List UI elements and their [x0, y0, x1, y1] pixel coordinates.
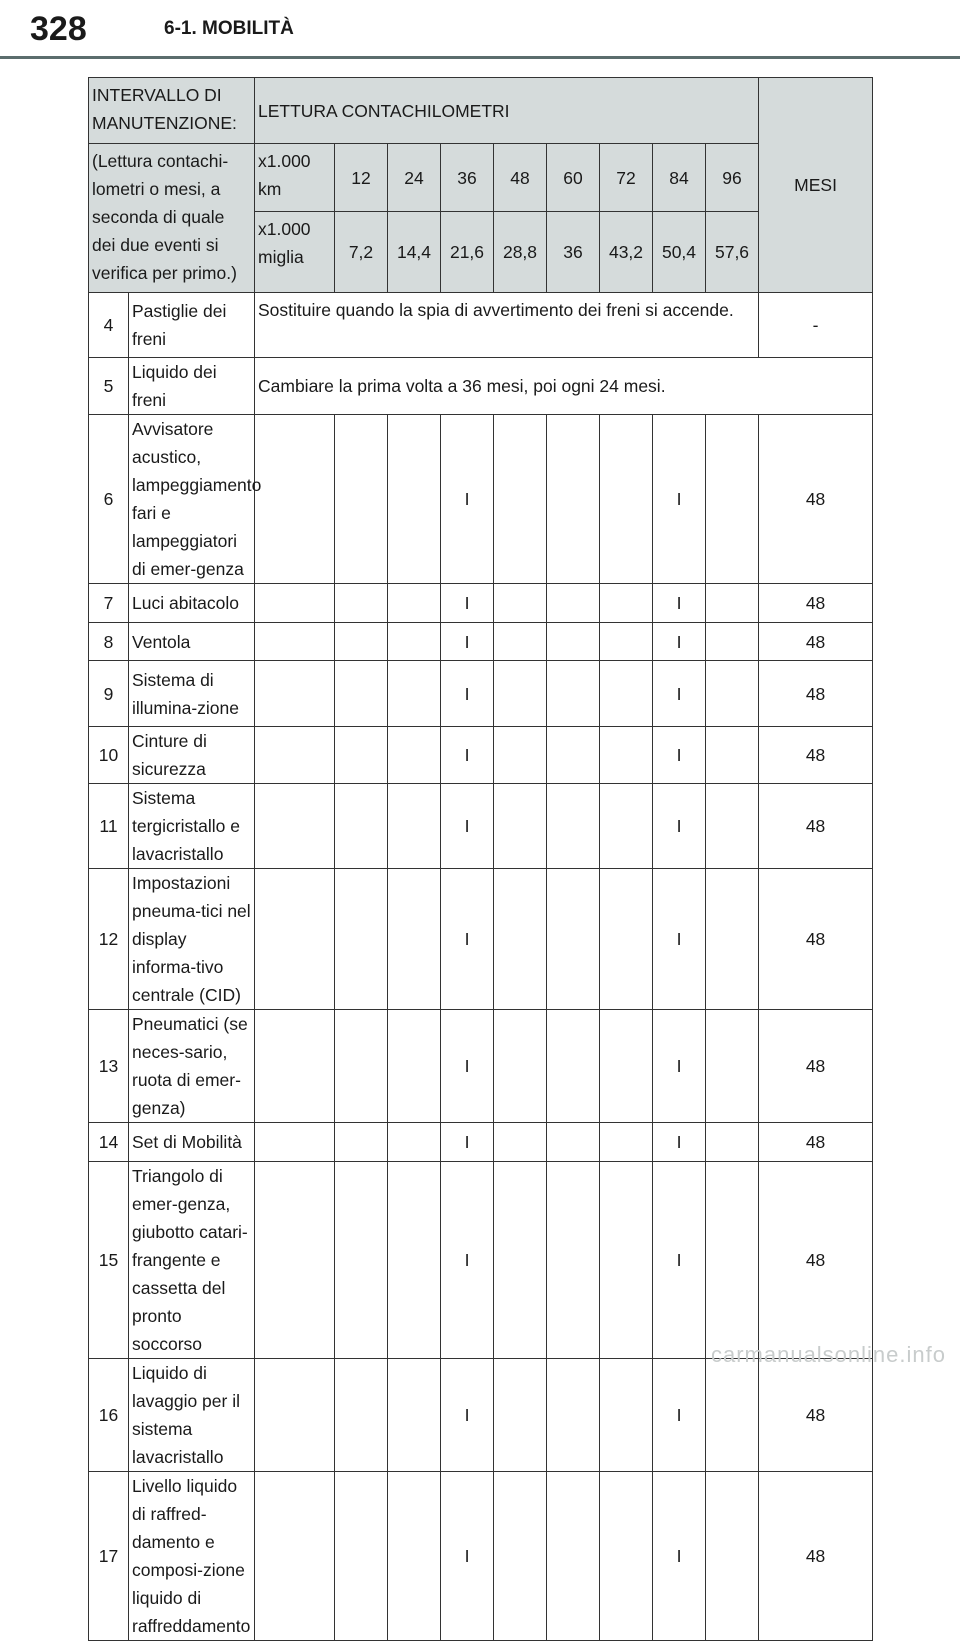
empty-cell	[706, 1123, 759, 1162]
row-number: 16	[89, 1359, 129, 1472]
empty-cell	[706, 1472, 759, 1641]
item-name: Avvisatore acustico, lampeggiamento fari e lampeggiatori di emer-genza	[129, 415, 255, 584]
row-number: 6	[89, 415, 129, 584]
empty-cell	[255, 415, 335, 584]
empty-cell	[335, 661, 388, 727]
km-value: 60	[547, 144, 600, 212]
table-row	[89, 358, 873, 415]
row-number: 15	[89, 1162, 129, 1359]
empty-cell	[335, 1472, 388, 1641]
empty-cell	[494, 1472, 547, 1641]
months-value: 48	[759, 1472, 873, 1641]
empty-cell	[335, 584, 388, 623]
miles-value: 50,4	[653, 212, 706, 293]
row-number: 11	[89, 784, 129, 869]
item-name: Pastiglie dei freni	[129, 293, 255, 358]
km-value: 72	[600, 144, 653, 212]
empty-cell	[388, 1359, 441, 1472]
maintenance-table	[88, 77, 873, 1641]
item-instruction: Cambiare la prima volta a 36 mesi, poi ogni 24 mesi.	[255, 358, 873, 415]
table-row	[89, 727, 873, 784]
empty-cell	[547, 727, 600, 784]
months-value: 48	[759, 1359, 873, 1472]
page-header	[0, 0, 960, 62]
empty-cell	[388, 415, 441, 584]
empty-cell	[255, 869, 335, 1010]
table-row	[89, 1123, 873, 1162]
km-value: 36	[441, 144, 494, 212]
empty-cell	[547, 1010, 600, 1123]
empty-cell	[706, 584, 759, 623]
miles-value: 36	[547, 212, 600, 293]
inspect-mark: I	[441, 784, 494, 869]
km-value: 84	[653, 144, 706, 212]
empty-cell	[255, 1472, 335, 1641]
months-value: 48	[759, 584, 873, 623]
empty-cell	[600, 623, 653, 661]
empty-cell	[494, 1010, 547, 1123]
table-row	[89, 1472, 873, 1641]
empty-cell	[706, 1162, 759, 1359]
empty-cell	[600, 1010, 653, 1123]
empty-cell	[494, 1123, 547, 1162]
empty-cell	[706, 415, 759, 584]
row-number: 13	[89, 1010, 129, 1123]
empty-cell	[335, 1010, 388, 1123]
empty-cell	[494, 623, 547, 661]
table-row	[89, 784, 873, 869]
months-value: 48	[759, 727, 873, 784]
miles-value: 14,4	[388, 212, 441, 293]
row-number: 12	[89, 869, 129, 1010]
empty-cell	[494, 784, 547, 869]
months-value: 48	[759, 1162, 873, 1359]
item-name: Set di Mobilità	[129, 1123, 255, 1162]
inspect-mark: I	[653, 415, 706, 584]
months-value: 48	[759, 1123, 873, 1162]
empty-cell	[255, 584, 335, 623]
empty-cell	[547, 1162, 600, 1359]
empty-cell	[335, 784, 388, 869]
miles-value: 57,6	[706, 212, 759, 293]
inspect-mark: I	[441, 584, 494, 623]
header-rule	[0, 56, 960, 59]
inspect-mark: I	[653, 1123, 706, 1162]
empty-cell	[547, 1359, 600, 1472]
inspect-mark: I	[441, 869, 494, 1010]
item-name: Livello liquido di raffred-damento e composi-zione liquido di raffreddamento	[129, 1472, 255, 1641]
table-row	[89, 584, 873, 623]
empty-cell	[494, 727, 547, 784]
inspect-mark: I	[653, 1472, 706, 1641]
header-row	[89, 78, 873, 144]
empty-cell	[335, 623, 388, 661]
watermark: carmanualsonline.info	[710, 1342, 946, 1367]
row-number: 4	[89, 293, 129, 358]
empty-cell	[600, 727, 653, 784]
empty-cell	[255, 1123, 335, 1162]
empty-cell	[706, 869, 759, 1010]
months-value: 48	[759, 415, 873, 584]
table-row	[89, 1162, 873, 1359]
months-value: 48	[759, 661, 873, 727]
empty-cell	[388, 584, 441, 623]
empty-cell	[494, 1162, 547, 1359]
empty-cell	[706, 727, 759, 784]
empty-cell	[706, 1010, 759, 1123]
inspect-mark: I	[441, 1162, 494, 1359]
row-number: 7	[89, 584, 129, 623]
empty-cell	[255, 1010, 335, 1123]
empty-cell	[255, 784, 335, 869]
empty-cell	[494, 1359, 547, 1472]
empty-cell	[494, 415, 547, 584]
inspect-mark: I	[653, 661, 706, 727]
inspect-mark: I	[653, 869, 706, 1010]
km-value: 48	[494, 144, 547, 212]
km-value: 96	[706, 144, 759, 212]
empty-cell	[600, 584, 653, 623]
table-row	[89, 1359, 873, 1472]
item-name: Sistema di illumina-zione	[129, 661, 255, 727]
empty-cell	[388, 1162, 441, 1359]
item-name: Liquido di lavaggio per il sistema lavacristallo	[129, 1359, 255, 1472]
empty-cell	[388, 1010, 441, 1123]
inspect-mark: I	[441, 661, 494, 727]
empty-cell	[600, 1123, 653, 1162]
empty-cell	[494, 661, 547, 727]
empty-cell	[335, 415, 388, 584]
item-name: Impostazioni pneuma-tici nel display informa-tivo centrale (CID)	[129, 869, 255, 1010]
miles-value: 7,2	[335, 212, 388, 293]
empty-cell	[388, 1472, 441, 1641]
inspect-mark: I	[441, 1359, 494, 1472]
empty-cell	[255, 727, 335, 784]
inspect-mark: I	[653, 1359, 706, 1472]
section-title: 6-1. MOBILITÀ	[164, 18, 294, 39]
item-name: Ventola	[129, 623, 255, 661]
empty-cell	[600, 869, 653, 1010]
months-value: 48	[759, 784, 873, 869]
table-row	[89, 623, 873, 661]
inspect-mark: I	[653, 727, 706, 784]
empty-cell	[388, 727, 441, 784]
empty-cell	[388, 661, 441, 727]
empty-cell	[335, 727, 388, 784]
empty-cell	[600, 415, 653, 584]
empty-cell	[388, 784, 441, 869]
item-name: Cinture di sicurezza	[129, 727, 255, 784]
empty-cell	[547, 415, 600, 584]
item-name: Sistema tergicristallo e lavacristallo	[129, 784, 255, 869]
empty-cell	[706, 623, 759, 661]
empty-cell	[600, 784, 653, 869]
empty-cell	[706, 784, 759, 869]
inspect-mark: I	[653, 584, 706, 623]
empty-cell	[706, 1359, 759, 1472]
miles-value: 21,6	[441, 212, 494, 293]
table-row	[89, 869, 873, 1010]
inspect-mark: I	[653, 1010, 706, 1123]
inspect-mark: I	[441, 727, 494, 784]
inspect-mark: I	[653, 1162, 706, 1359]
empty-cell	[494, 869, 547, 1010]
miles-value: 28,8	[494, 212, 547, 293]
empty-cell	[255, 1162, 335, 1359]
months-value: 48	[759, 1010, 873, 1123]
empty-cell	[335, 869, 388, 1010]
empty-cell	[547, 1123, 600, 1162]
miles-value: 43,2	[600, 212, 653, 293]
table-row	[89, 1010, 873, 1123]
row-number: 8	[89, 623, 129, 661]
empty-cell	[335, 1123, 388, 1162]
months-value: 48	[759, 869, 873, 1010]
inspect-mark: I	[441, 1123, 494, 1162]
empty-cell	[255, 623, 335, 661]
table-row	[89, 415, 873, 584]
table-row	[89, 293, 873, 358]
empty-cell	[255, 1359, 335, 1472]
empty-cell	[388, 623, 441, 661]
months-value: 48	[759, 623, 873, 661]
row-number: 17	[89, 1472, 129, 1641]
inspect-mark: I	[441, 1472, 494, 1641]
km-unit: x1.000 km	[255, 144, 335, 212]
row-number: 9	[89, 661, 129, 727]
item-name: Liquido dei freni	[129, 358, 255, 415]
empty-cell	[600, 661, 653, 727]
empty-cell	[600, 1472, 653, 1641]
empty-cell	[494, 584, 547, 623]
empty-cell	[547, 869, 600, 1010]
inspect-mark: I	[441, 623, 494, 661]
empty-cell	[600, 1162, 653, 1359]
empty-cell	[255, 661, 335, 727]
interval-label: INTERVALLO DI MANUTENZIONE:	[89, 78, 255, 144]
empty-cell	[388, 1123, 441, 1162]
inspect-mark: I	[441, 1010, 494, 1123]
odometer-label: LETTURA CONTACHILOMETRI	[255, 78, 759, 144]
empty-cell	[388, 869, 441, 1010]
empty-cell	[600, 1359, 653, 1472]
empty-cell	[547, 1472, 600, 1641]
inspect-mark: I	[653, 623, 706, 661]
empty-cell	[547, 623, 600, 661]
empty-cell	[335, 1359, 388, 1472]
item-name: Triangolo di emer-genza, giubotto catari-frangente e cassetta del pronto soccorso	[129, 1162, 255, 1359]
km-value: 12	[335, 144, 388, 212]
empty-cell	[335, 1162, 388, 1359]
empty-cell	[547, 584, 600, 623]
page-number: 328	[30, 10, 87, 48]
empty-cell	[547, 784, 600, 869]
row-number: 10	[89, 727, 129, 784]
empty-cell	[547, 661, 600, 727]
row-number: 14	[89, 1123, 129, 1162]
months-value: -	[759, 293, 873, 358]
months-label: MESI	[759, 78, 873, 293]
empty-cell	[706, 661, 759, 727]
item-name: Pneumatici (se neces-sario, ruota di emer-genza)	[129, 1010, 255, 1123]
inspect-mark: I	[441, 415, 494, 584]
inspect-mark: I	[653, 784, 706, 869]
km-value: 24	[388, 144, 441, 212]
item-name: Luci abitacolo	[129, 584, 255, 623]
table-row	[89, 661, 873, 727]
km-row	[89, 144, 873, 212]
row-number: 5	[89, 358, 129, 415]
item-instruction: Sostituire quando la spia di avvertimento dei freni si accende.	[255, 293, 759, 358]
interval-note: (Lettura contachi-lometri o mesi, a seconda di quale dei due eventi si verifica per primo.)	[89, 144, 255, 293]
miles-unit: x1.000 miglia	[255, 212, 335, 293]
